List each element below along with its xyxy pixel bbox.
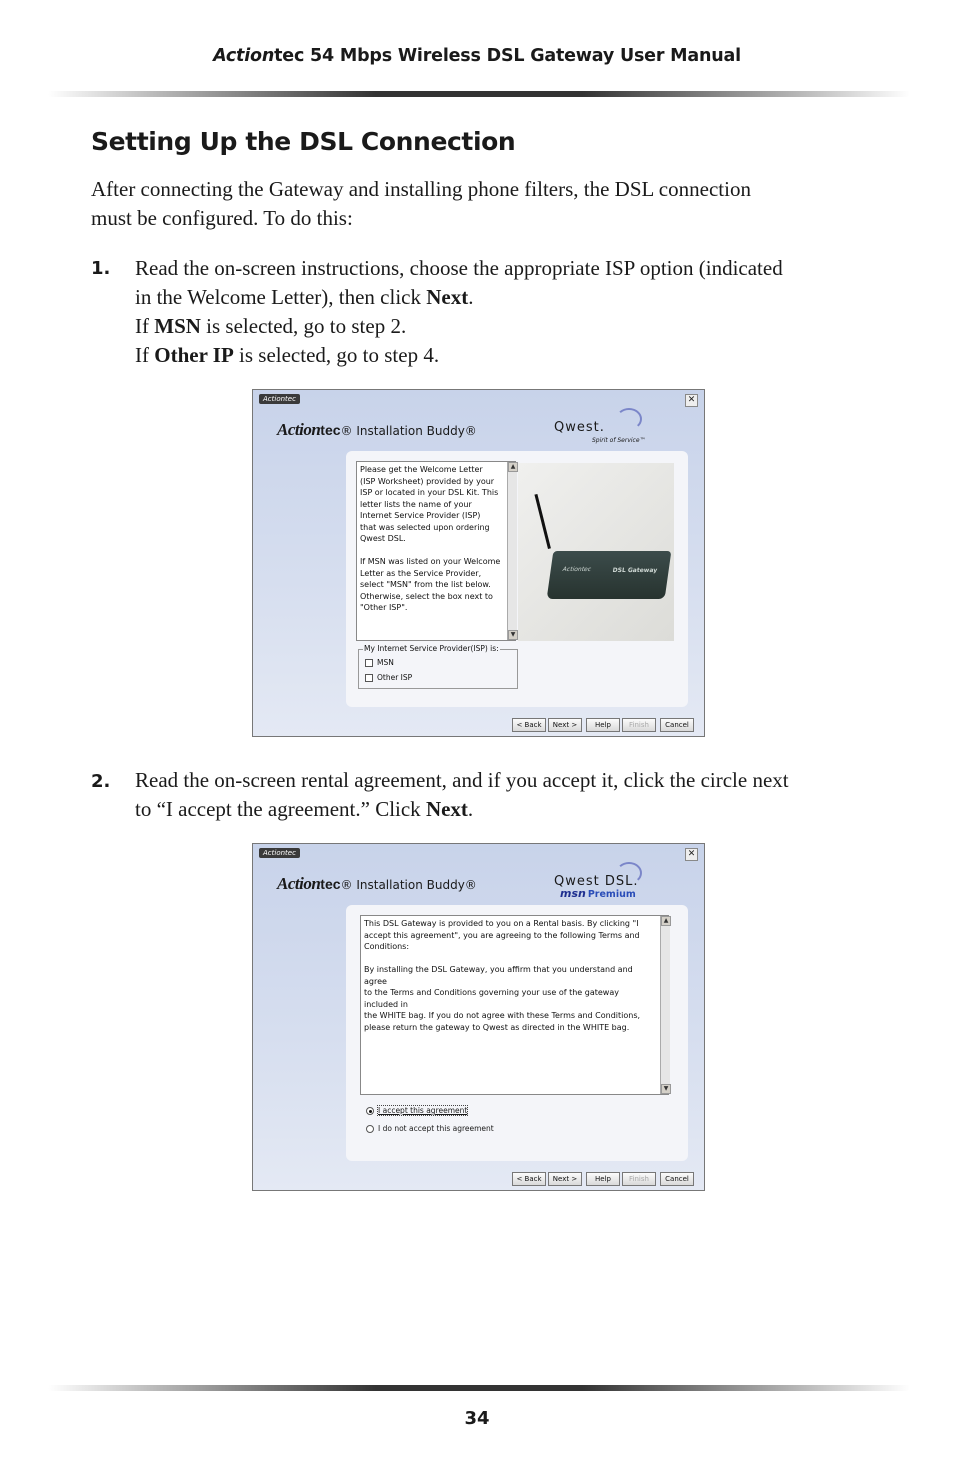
- brand-tec: tec: [320, 876, 341, 892]
- cancel-button[interactable]: Cancel: [660, 1172, 694, 1186]
- intro-line-1: After connecting the Gateway and installing phone filters, the DSL connection: [91, 177, 751, 201]
- msn-option[interactable]: [365, 658, 394, 667]
- close-icon[interactable]: ✕: [685, 848, 698, 861]
- rental-agreement-screenshot: [252, 843, 705, 1191]
- brand-rest: ® Installation Buddy®: [340, 424, 477, 438]
- decline-option[interactable]: [366, 1124, 494, 1133]
- accept-label: I accept this agreement: [378, 1106, 468, 1115]
- instructions-scrollbar[interactable]: [507, 462, 517, 640]
- step-2-text: [135, 766, 789, 824]
- gateway-photo: [518, 463, 674, 641]
- finish-button[interactable]: Finish: [622, 1172, 656, 1186]
- footer-rule: [48, 1385, 910, 1391]
- brand-rest: ® Installation Buddy®: [340, 878, 477, 892]
- brand-action: Action: [277, 874, 321, 893]
- step-1-number: 1.: [91, 258, 111, 279]
- brand-tec: tec: [320, 422, 341, 438]
- step-2-line-2: [135, 795, 789, 824]
- step-1-line-4: [135, 341, 783, 370]
- bold-other-ip: Other IP: [154, 343, 234, 367]
- isp-selection-screenshot: [252, 389, 705, 737]
- back-button[interactable]: < Back: [512, 1172, 546, 1186]
- actiontec-small-logo: Actiontec: [259, 394, 300, 404]
- instructions-textbox[interactable]: Please get the Welcome Letter (ISP Worksheet) provided by your ISP or located in your DSL Kit. This letter lists the name of your Internet Service Provider (ISP) that was selected upon ordering Qwest DSL. If MSN was listed on your Welcome Letter as the Service Provider, select "MSN" from the list below. Otherwise, select the box next to "Other ISP".: [356, 461, 516, 641]
- step-2-number: 2.: [91, 771, 111, 792]
- header-brand: Action: [213, 46, 275, 66]
- scroll-down-icon[interactable]: ▼: [661, 1084, 671, 1094]
- installation-buddy-brand: [277, 420, 477, 440]
- step-1-line-2: [135, 283, 783, 312]
- header-rule: [48, 91, 910, 97]
- bold-next: Next: [426, 285, 469, 309]
- text: If: [135, 343, 155, 367]
- finish-button[interactable]: Finish: [622, 718, 656, 732]
- text: .: [468, 285, 474, 309]
- decline-radio[interactable]: [366, 1125, 374, 1133]
- step-1-text: [135, 254, 783, 370]
- msn-premium-logo: [560, 887, 636, 900]
- intro-line-2: must be configured. To do this:: [91, 206, 353, 230]
- msn-label: MSN: [377, 658, 394, 667]
- other-isp-label: Other ISP: [377, 673, 413, 682]
- text: to “I accept the agreement.” Click: [135, 797, 426, 821]
- other-isp-option[interactable]: [365, 673, 412, 682]
- close-icon[interactable]: ✕: [685, 394, 698, 407]
- msn-checkbox[interactable]: [365, 659, 373, 667]
- content-panel: [346, 451, 688, 707]
- isp-group-label: My Internet Service Provider(ISP) is:: [364, 644, 499, 653]
- bold-msn: MSN: [154, 314, 201, 338]
- agreement-scrollbar[interactable]: [660, 916, 670, 1094]
- running-header: [0, 46, 954, 66]
- cancel-button[interactable]: Cancel: [660, 718, 694, 732]
- scroll-down-icon[interactable]: ▼: [508, 630, 518, 640]
- qwest-swoosh-icon: [616, 408, 642, 430]
- intro-paragraph: [91, 175, 751, 233]
- isp-group: [358, 644, 518, 689]
- help-button[interactable]: Help: [586, 718, 620, 732]
- text: in the Welcome Letter), then click: [135, 285, 427, 309]
- other-isp-checkbox[interactable]: [365, 674, 373, 682]
- qwest-tagline: Spirit of Service™: [592, 437, 646, 444]
- accept-radio[interactable]: [366, 1107, 374, 1115]
- next-button[interactable]: Next >: [548, 1172, 582, 1186]
- qwest-logo: Qwest.: [554, 420, 605, 435]
- step-1-line-3: [135, 312, 783, 341]
- back-button[interactable]: < Back: [512, 718, 546, 732]
- text: is selected, go to step 4.: [233, 343, 440, 367]
- help-button[interactable]: Help: [586, 1172, 620, 1186]
- step-1-line-1: Read the on-screen instructions, choose the appropriate ISP option (indicated: [135, 256, 783, 280]
- bold-next: Next: [425, 797, 468, 821]
- antenna-graphic: [534, 494, 550, 549]
- text: is selected, go to step 2.: [200, 314, 407, 338]
- next-button[interactable]: Next >: [548, 718, 582, 732]
- premium-text: Premium: [587, 889, 636, 900]
- text: If: [135, 314, 155, 338]
- msn-text: msn: [560, 887, 586, 900]
- agreement-textbox[interactable]: This DSL Gateway is provided to you on a Rental basis. By clicking "I accept this agreement", you are agreeing to the following Terms and Conditions: By installing the DSL Gateway, you affirm that you understand and agree to the Terms and Conditions governing your use of the gateway included in the WHITE bag. If you do not agree with these Terms and Conditions, please return the gateway to Qwest as directed in the WHITE bag.: [360, 915, 669, 1095]
- scroll-up-icon[interactable]: ▲: [508, 462, 518, 472]
- qwest-dsl-logo: Qwest DSL.: [554, 874, 639, 889]
- page-number: 34: [464, 1408, 490, 1429]
- device-brand: Actiontec: [562, 566, 592, 573]
- decline-label: I do not accept this agreement: [378, 1124, 494, 1133]
- gateway-device-graphic: [547, 551, 672, 599]
- actiontec-small-logo: Actiontec: [259, 848, 300, 858]
- installation-buddy-brand: [277, 874, 477, 894]
- content-panel: [346, 905, 688, 1161]
- device-label: DSL Gateway: [612, 567, 658, 574]
- header-title: tec 54 Mbps Wireless DSL Gateway User Manual: [274, 46, 741, 66]
- section-title: Setting Up the DSL Connection: [91, 127, 516, 156]
- brand-action: Action: [277, 420, 321, 439]
- accept-option[interactable]: [366, 1106, 467, 1115]
- text: .: [467, 797, 474, 821]
- scroll-up-icon[interactable]: ▲: [661, 916, 671, 926]
- step-2-line-1: Read the on-screen rental agreement, and if you accept it, click the circle next: [135, 768, 789, 792]
